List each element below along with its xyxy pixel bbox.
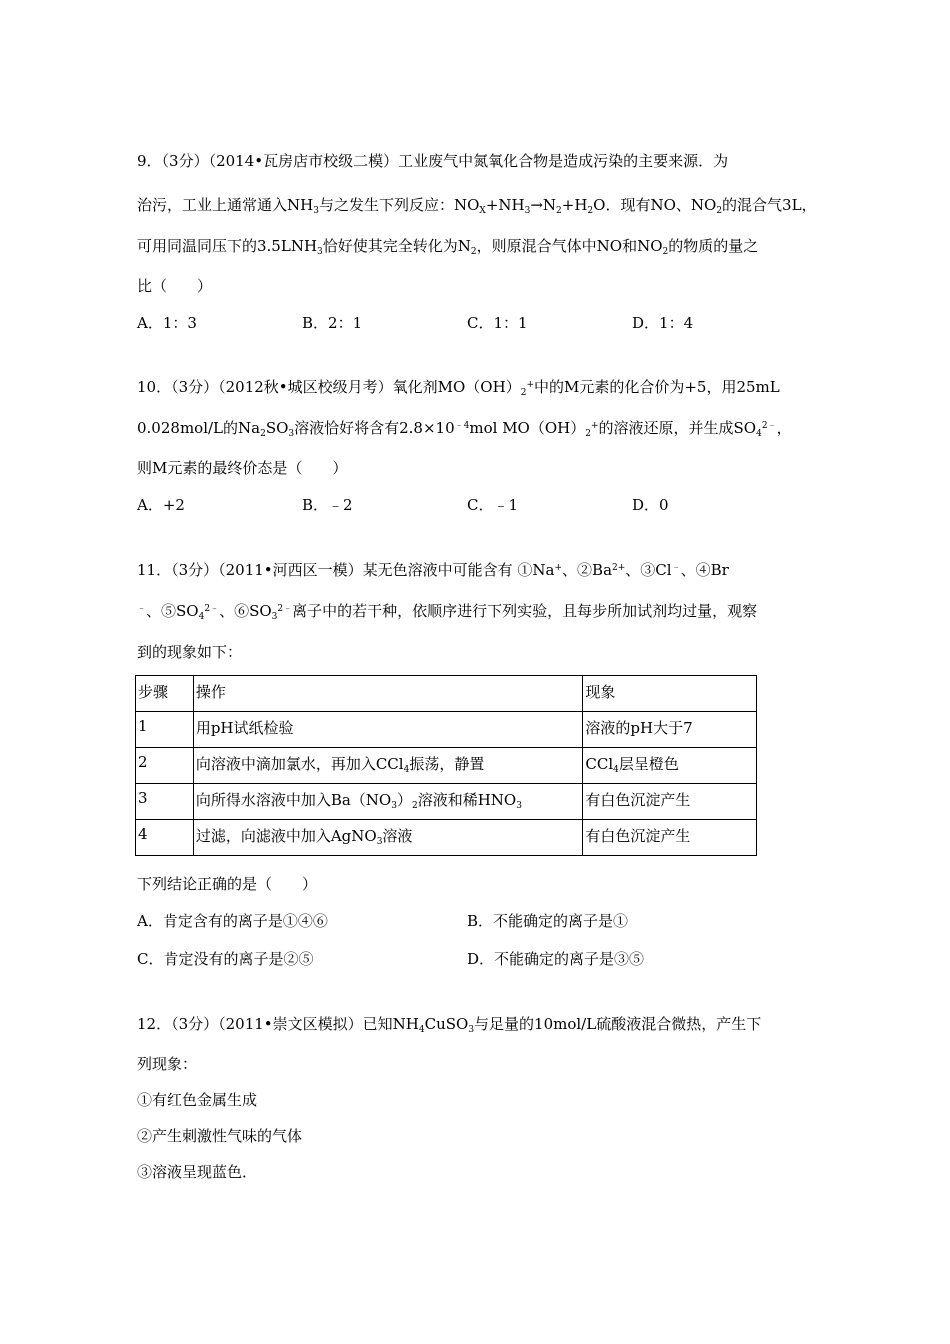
q10-option-b[interactable]: B．﹣2 bbox=[302, 496, 353, 514]
table-cell: 过滤，向滤液中加入AgNO$_3$溶液 bbox=[193, 820, 583, 856]
q11-option-b[interactable]: B．不能确定的离子是① bbox=[467, 912, 629, 930]
table-cell: 用pH试纸检验 bbox=[193, 712, 583, 748]
table-header-row bbox=[136, 676, 757, 712]
table-cell: CCl$_4$层呈橙色 bbox=[583, 748, 757, 784]
q11-line2: ﹣、$⑤SO_4^{2﹣}$、$⑥SO_3^{2﹣}$离子中的若干种，依顺序进行下列实验，且每步所加试剂均过量，观察 bbox=[137, 602, 758, 622]
q11-option-a[interactable]: A．肯定含有的离子是①④⑥ bbox=[137, 912, 328, 930]
q11-line4: 下列结论正确的是（ ） bbox=[137, 875, 318, 893]
q12-line2: 列现象： bbox=[137, 1055, 198, 1073]
q9-line4: 比（ ） bbox=[137, 277, 213, 295]
table-row bbox=[136, 784, 757, 820]
table-header-cell: 步骤 bbox=[136, 676, 194, 712]
table-row bbox=[136, 748, 757, 784]
experiment-table bbox=[135, 675, 757, 856]
q10-option-a[interactable]: A．+2 bbox=[137, 496, 185, 514]
q11-option-d[interactable]: D．不能确定的离子是③⑤ bbox=[467, 950, 645, 968]
table-cell: 4 bbox=[136, 820, 194, 856]
table-cell: 有白色沉淀产生 bbox=[583, 820, 757, 856]
q11-line3: 到的现象如下： bbox=[137, 643, 243, 661]
q10-line3: 则M元素的最终价态是（ ） bbox=[137, 459, 348, 477]
q11-line1: 11．（3分）（2011•河西区一模）某无色溶液中可能含有 ①Na+、$②Ba^{2+}$、③Cl﹣、④Br bbox=[137, 561, 729, 579]
q9-option-c[interactable]: C．1：1 bbox=[467, 314, 528, 332]
q10-line1: 10．（3分）（2012秋•城区校级月考）氧化剂$MO(OH)_2^+$中的M元素的化合价为+5，用25mL bbox=[137, 378, 780, 398]
q10-option-d[interactable]: D．0 bbox=[632, 496, 669, 514]
q9-line1: 9．（3分）（2014•瓦房店市校级二模）工业废气中氮氧化合物是造成污染的主要来源．为 bbox=[137, 152, 729, 170]
table-cell: 向所得水溶液中加入$Ba(NO_3)_2$溶液和稀$HNO_3$ bbox=[193, 784, 583, 820]
q12-line1: 12．（3分）（2011•崇文区模拟）已知$NH_4CuSO_3$与足量的10mol/L硫酸液混合微热，产生下 bbox=[137, 1015, 762, 1035]
table-cell: 3 bbox=[136, 784, 194, 820]
table-row bbox=[136, 820, 757, 856]
table-row bbox=[136, 712, 757, 748]
q9-line3: 可用同温同压下的$3.5LNH_3$恰好使其完全转化为$N_2$，则原混合气体中NO和$NO_2$的物质的量之 bbox=[137, 237, 759, 257]
q9-option-a[interactable]: A．1：3 bbox=[137, 314, 197, 332]
table-header-cell: 操作 bbox=[193, 676, 583, 712]
table-cell: 溶液的pH大于7 bbox=[583, 712, 757, 748]
q9-option-b[interactable]: B．2：1 bbox=[302, 314, 363, 332]
table-cell: 有白色沉淀产生 bbox=[583, 784, 757, 820]
q12-item: ②产生刺激性气味的气体 bbox=[137, 1127, 303, 1145]
q9-option-d[interactable]: D．1：4 bbox=[632, 314, 694, 332]
table-cell: 1 bbox=[136, 712, 194, 748]
q10-option-c[interactable]: C．﹣1 bbox=[467, 496, 519, 514]
table-cell: 2 bbox=[136, 748, 194, 784]
q12-item: ①有红色金属生成 bbox=[137, 1091, 258, 1109]
table-header-cell: 现象 bbox=[583, 676, 757, 712]
table-cell: 向溶液中滴加氯水，再加入CCl$_4$振荡，静置 bbox=[193, 748, 583, 784]
q12-item: ③溶液呈现蓝色． bbox=[137, 1163, 258, 1181]
q11-option-c[interactable]: C．肯定没有的离子是②⑤ bbox=[137, 950, 314, 968]
q10-line2: 0.028mol/L的$Na_2SO_3$溶液恰好将含有$2.8\times 10^{﹣4}mol$ $MO(OH)_2^+$的溶液还原，并生成$SO_4^{2﹣}$， bbox=[137, 419, 792, 439]
q9-line2: 治污，工业上通常通入$NH_3$与之发生下列反应：$NO_X+NH_3\to N_2+H_2O$．现有NO、$NO_2$的混合气3L， bbox=[137, 196, 817, 216]
